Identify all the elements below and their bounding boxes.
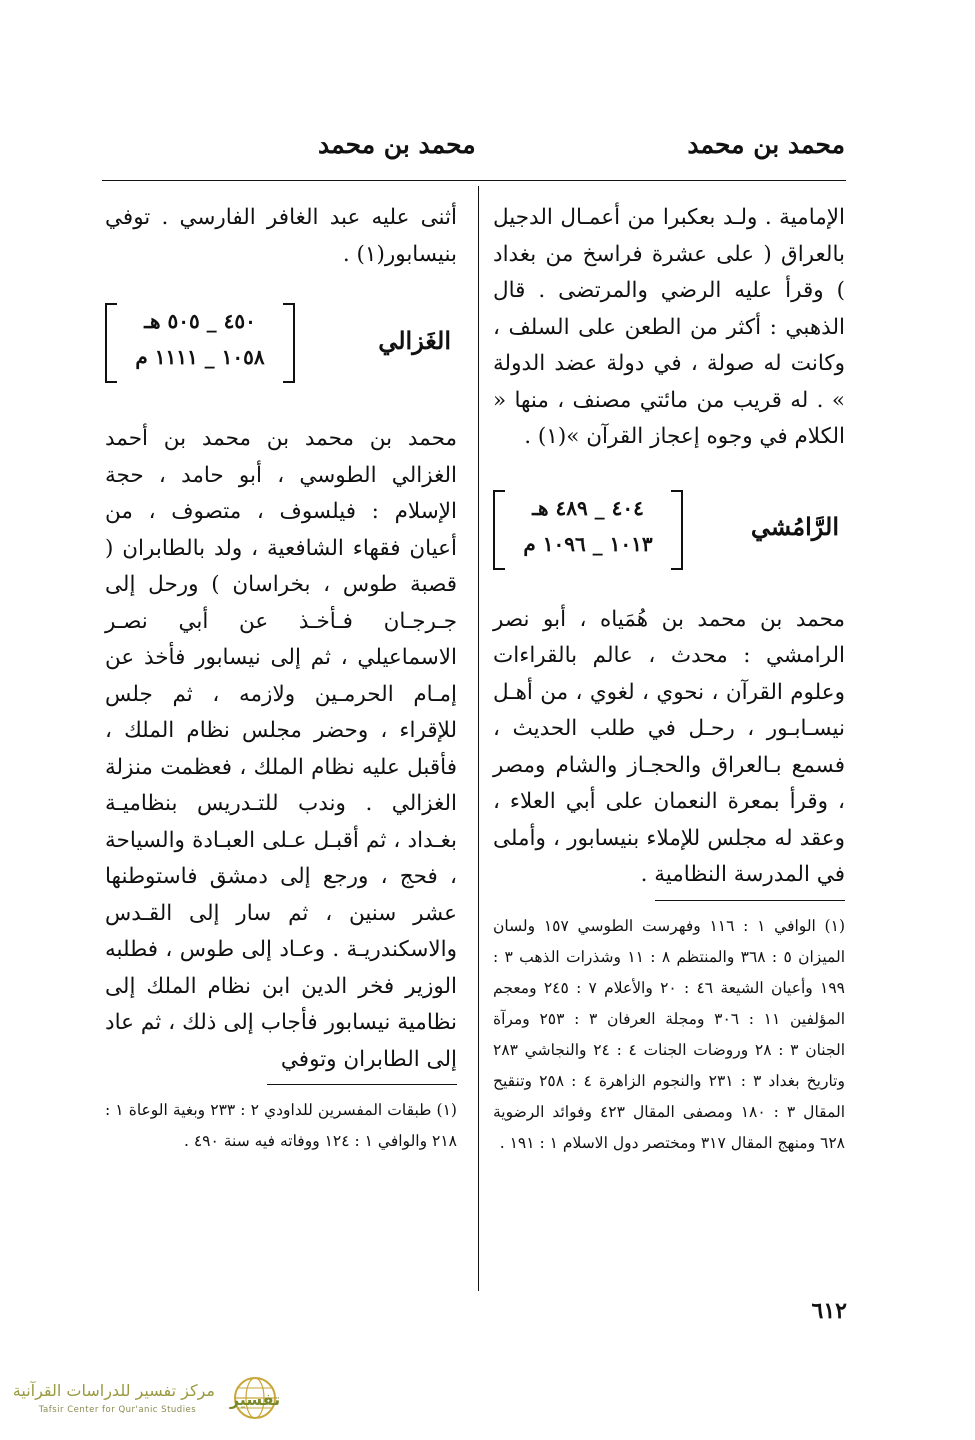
globe-icon xyxy=(220,1375,290,1421)
dates-gregorian-ghazali: ١٠٥٨ _ ١١١١ م xyxy=(135,345,265,369)
running-head-right: محمد بن محمد xyxy=(687,130,845,159)
entry-header-ghazali xyxy=(105,303,457,379)
logo-mark-text: تفسير xyxy=(229,1390,281,1409)
entry-body-ghazali: محمد بن محمد بن محمد بن أحمد الغزالي الطوسي ، أبو حامد ، حجة الإسلام : فيلسوف ، متصوف ، من أعيان فقهاء الشافعية ، ولد بالطابران ( قصبة طوس ، بخراسان ) ورحل إلى جـرجـان فـأخـذ عن أبي نصـر الاسماعيلي ، ثم إلى نيسابور فأخذ عن إمـام الحرمـين ولازمه ، ثم جلس للإقراء ، وحضر مجلس نظام الملك ، فأقبل عليه نظام الملك ، فعظمت منزلة الغزالي . وندب للتـدريس بنظاميـة بغـداد ، ثم أقبـل عـلى العبـادة والسياحة ، فحج ، ورجع إلى دمشق فاستوطنها عشر سنين ، ثم سار إلى القـدس والاسكندريـة . وعـاد إلى طوس ، فطلبه الوزير فخر الدين ابن نظام الملك إلى نظامية نيسابور فأجاب إلى ذلك ، ثم عاد إلى الطابران وتوفي xyxy=(105,426,457,1072)
header-rule xyxy=(102,180,846,181)
right-column xyxy=(493,200,845,1159)
dates-gregorian-ramushi: ١٠١٣ _ ١٠٩٦ م xyxy=(523,531,653,556)
column-divider xyxy=(478,186,479,1291)
logo-english-text: Tafsir Center for Qur'anic Studies xyxy=(38,1405,197,1415)
entry-name-ghazali: الغَزالي xyxy=(378,325,451,355)
left-intro-paragraph: أثنى عليه عبد الغافر الفارسي . توفي بنيسابور(١) . xyxy=(105,205,457,267)
footnote-rule-left xyxy=(267,1084,457,1085)
dates-hijri-ghazali: ٤٥٠ _ ٥٠٥ هـ xyxy=(144,309,256,333)
bracket-right xyxy=(283,303,295,383)
dates-box-ghazali xyxy=(105,303,295,379)
dates-box-ramushi xyxy=(493,490,683,566)
footnote-rule-right xyxy=(655,900,845,901)
bracket-right xyxy=(671,490,683,570)
bracket-left xyxy=(105,303,117,383)
page-number: ٦١٢ xyxy=(811,1298,847,1324)
footnote-left: (١) طبقات المفسرين للداودي ٢ : ٢٣٣ وبغية الوعاة ١ : ٢١٨ والوافي ١ : ١٢٤ ووفاته فيه سنة ٤٩٠ . xyxy=(105,1101,457,1150)
entry-header-ramushi xyxy=(493,490,845,566)
left-column xyxy=(105,200,457,1157)
logo-arabic-text: مركز تفسير للدراسات القرآنية xyxy=(12,1381,215,1400)
entry-body-ramushi: محمد بن محمد بن هُمَياه ، أبو نصر الرامشي : محدث ، عالم بالقراءات وعلوم القرآن ، نحوي ، لغوي ، من أهـل نيسـابـور ، رحـل في طلب الحديث ، فسمع بـالعراق والحجـاز والشام ومصر ، وقرأ بمعرة النعمان على أبي العلاء ، وعقد له مجلس للإملاء بنيسابور ، وأملى في المدرسة النظامية . xyxy=(493,606,845,887)
dates-hijri-ramushi: ٤٠٤ _ ٤٨٩ هـ xyxy=(532,495,644,520)
right-intro-paragraph: الإمامية . ولـد بعكبرا من أعمـال الدجيل بالعراق ( على عشرة فراسخ من بغداد ) وقرأ عليه الرضي والمرتضى . قال الذهبي : أكثر من الطعن على السلف ، وكانت له صولة ، في دولة عضد الدولة » . له قريب من مائتي مصنف ، منها « الكلام في وجوه إعجاز القرآن »(١) . xyxy=(493,205,845,449)
entry-name-ramushi: الرَّامُشي xyxy=(750,512,839,542)
running-head-left: محمد بن محمد xyxy=(318,130,476,159)
bracket-left xyxy=(493,490,505,570)
footnote-right: (١) الوافي ١ : ١١٦ وفهرست الطوسي ١٥٧ ولسان الميزان ٥ : ٣٦٨ والمنتظم ٨ : ١١ وشذرات الذهب ٣ : ١٩٩ وأعيان الشيعة ٤٦ : ٢٠ والأعلام ٧ : ٢٤٥ ومعجم المؤلفين ١١ : ٣٠٦ ومجلة العرفان ٣ : ٢٥٣ ومرآة الجنان ٣ : ٢٨ وروضات الجنات ٤ : ٢٤ والنجاشي ٢٨٣ وتاريخ بغداد ٣ : ٢٣١ والنجوم الزاهرة ٤ : ٢٥٨ وتنقيح المقال ٣ : ١٨٠ ومصفى المقال ٤٢٣ وفوائد الرضوية ٦٢٨ ومنهج المقال ٣١٧ ومختصر دول الاسلام ١ : ١٩١ . xyxy=(493,916,846,1152)
center-logo xyxy=(12,1375,290,1425)
